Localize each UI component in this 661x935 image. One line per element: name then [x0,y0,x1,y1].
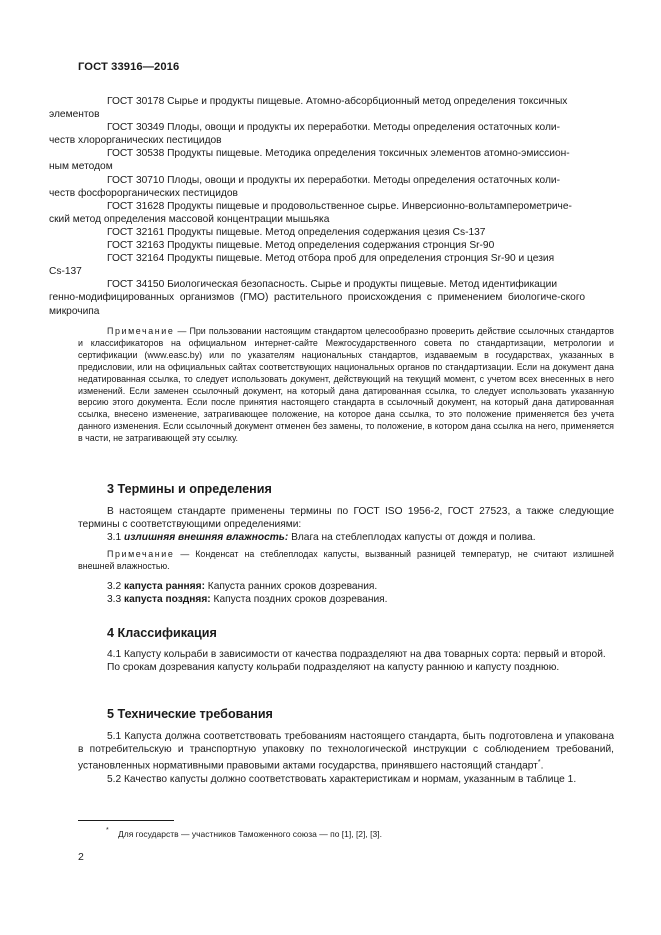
paragraph-5-2: 5.2 Качество капусты должно соответствовать характеристикам и нормам, указанным в таблице 1. [107,773,577,785]
section-3-terms [78,580,614,606]
term-3-3: 3.3 капуста поздняя: Капуста поздних сроков дозревания. [107,594,388,606]
term-3-1: 3.1 излишняя внешняя влажность: Влага на стеблеплодах капусты от дождя и полива. [107,532,536,544]
section-5-body [78,730,614,786]
page-number: 2 [78,851,84,863]
paragraph-4-2: По срокам дозревания капусту кольраби подразделяют на капусту раннюю и капусту позднюю. [107,662,560,674]
references-note [78,326,614,445]
document-header: ГОСТ 33916—2016 [78,61,180,73]
references-list [49,95,614,318]
paragraph-4-1: 4.1 Капусту кольраби в зависимости от качества подразделяют на два товарных сорта: первый и второй. [107,649,606,660]
note-text: — При пользовании настоящим стандартом целесообразно проверить действие ссылочных стандартов и классификаторов на официальном интернет-сайте Межгосударственного совета по стандартизации, метрологии и сертификации (www.easc.by) или по указателям национальных стандартов, издаваемым в государствах, указанных в предисловии, или на официальных сайтах соответствующих национальных органов по стандартизации. Если на документ дана недатированная ссылка, то следует использовать документ, действующий на текущий момент, с учетом всех внесенных в него изменений. Если заменен ссылочный документ, на который дана датированная ссылка, то следует использовать указанную версию этого документа. Если после принятия настоящего стандарта в ссылочный документ, на который дана датированная ссылка, внесено изменение, затрагивающее положение, на которое дана ссылка, то это положение применяется без учета данного изменения. Если ссылочный документ отменен без замены, то положение, в котором дана ссылка на него, применяется в части, не затрагивающей эту ссылку. [78,326,614,444]
reference-item: ГОСТ 31628 Продукты пищевые и продовольственное сырье. Инверсионно-вольтамперометриче- ский метод определения массовой концентрации мышьяка [49,200,572,225]
reference-item: ГОСТ 30710 Плоды, овощи и продукты их переработки. Методы определения остаточных коли- честв фосфорорганических пестицидов [49,174,560,199]
reference-item: ГОСТ 32161 Продукты пищевые. Метод определения содержания цезия Cs-137 [107,226,486,238]
term-note [78,549,614,573]
section-3-heading: 3 Термины и определения [107,482,272,496]
reference-item: ГОСТ 30178 Сырье и продукты пищевые. Атомно-абсорбционный метод определения токсичных элементов [49,96,568,121]
section-3-intro: В настоящем стандарте применены термины по ГОСТ ISO 1956-2, ГОСТ 27523, а также следующие термины с соответствующими определениями: [78,506,614,531]
reference-item: ГОСТ 32164 Продукты пищевые. Метод отбора проб для определения стронция Sr-90 и цезия Cs-137 [49,253,555,278]
reference-item: ГОСТ 32163 Продукты пищевые. Метод определения содержания стронция Sr-90 [107,240,495,252]
term-3-2: 3.2 капуста ранняя: Капуста ранних сроков дозревания. [107,581,378,592]
footnote-text: Для государств — участников Таможенного союза — по [1], [2], [3]. [118,829,382,839]
reference-item: ГОСТ 34150 Биологическая безопасность. Сырье и продукты пищевые. Метод идентификации генно-модифицированных организмов (ГМО) растительного происхождения с применением биологиче-ского микрочипа [49,279,585,317]
footnote-mark: * [106,827,109,834]
section-5-heading: 5 Технические требования [107,707,273,721]
section-3-body [78,505,614,544]
note-label: Примечание [107,549,175,559]
note-label: Примечание [107,326,175,336]
footnote-divider [78,820,174,821]
section-4-heading: 4 Классификация [107,626,217,640]
note-text: — Конденсат на стеблеплодах капусты, вызванный разницей температур, не считают излишней внешней влажностью. [78,549,614,571]
paragraph-5-1: 5.1 Капуста должна соответствовать требованиям настоящего стандарта, быть подготовлена и упакована в потребительскую и транспортную упаковку по технологической инструкции с соблюдением требований, установленных нормативными правовыми актами государства, принявшего настоящий стандарт*. [78,731,614,772]
footnote-ref: * [537,759,541,767]
reference-item: ГОСТ 30538 Продукты пищевые. Методика определения токсичных элементов атомно-эмиссион- ным методом [49,148,570,173]
reference-item: ГОСТ 30349 Плоды, овощи и продукты их переработки. Методы определения остаточных коли- честв хлорорганических пестицидов [49,122,560,147]
section-4-body [78,648,614,674]
